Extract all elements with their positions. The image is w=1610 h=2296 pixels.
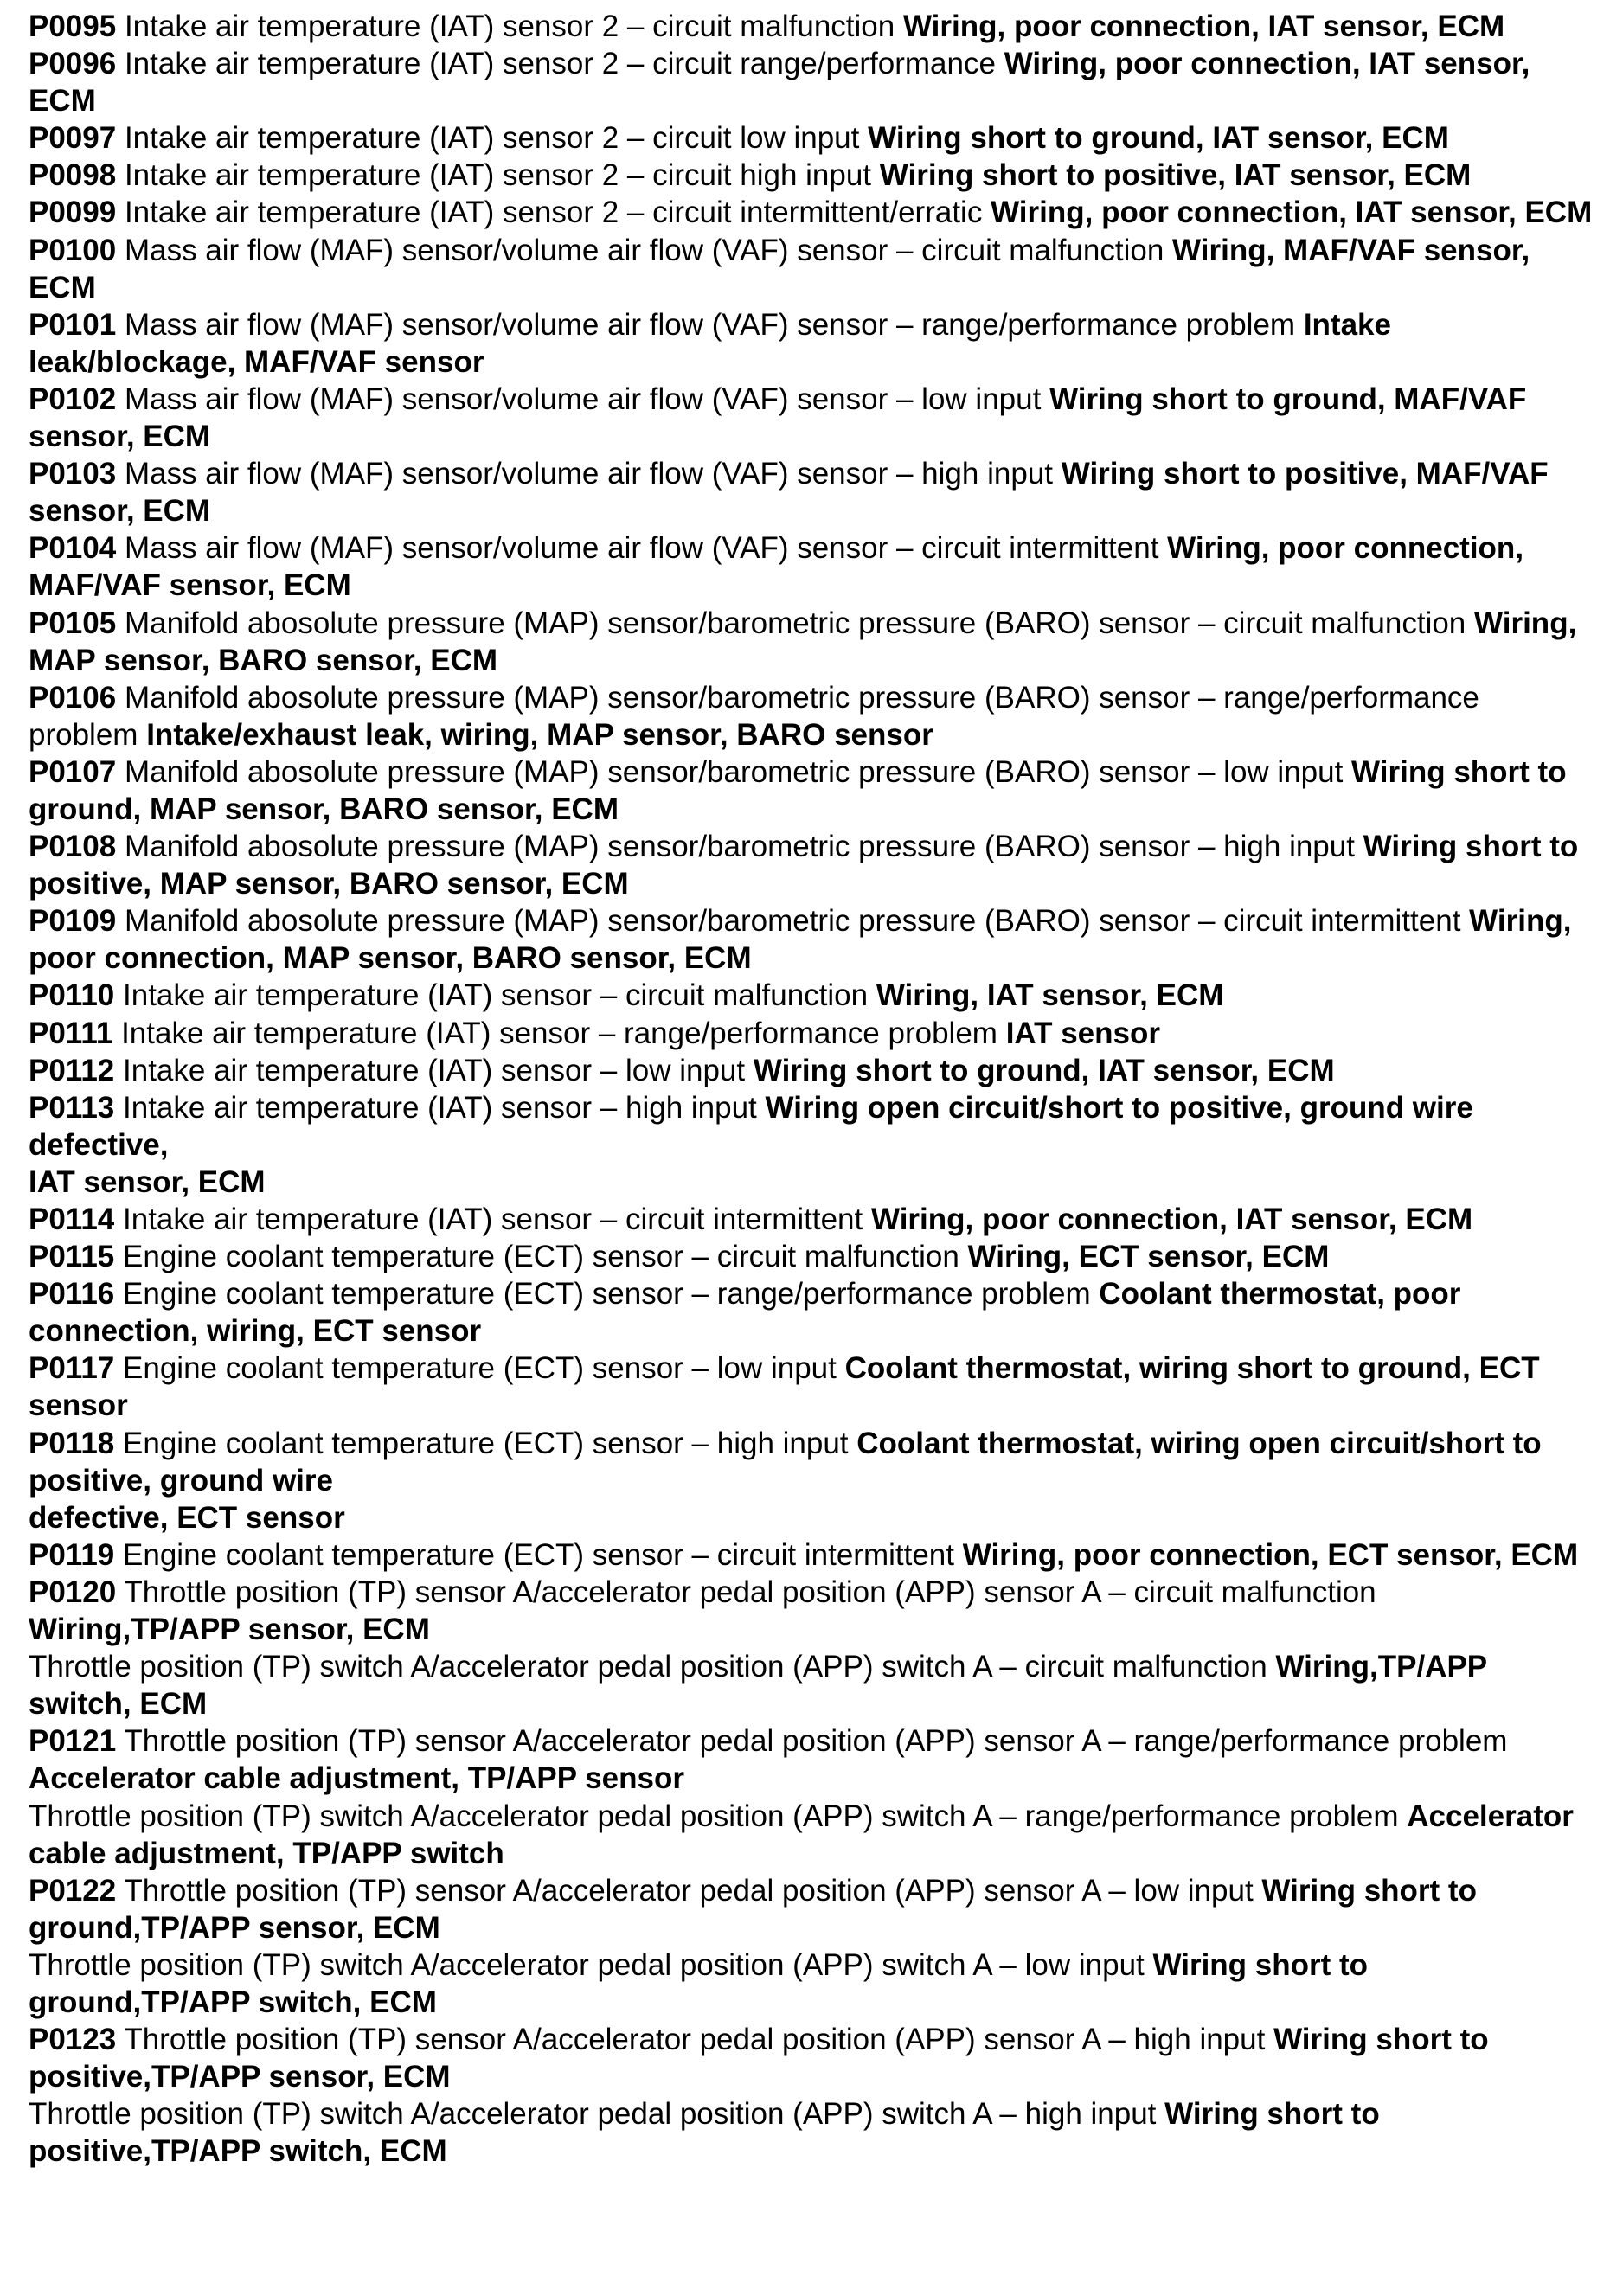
dtc-description: Throttle position (TP) sensor A/accelerator pedal position (APP) sensor A – high input bbox=[124, 2023, 1266, 2057]
dtc-entry bbox=[29, 1946, 1594, 2021]
dtc-entry bbox=[29, 1722, 1594, 1797]
dtc-code: P0116 bbox=[29, 1277, 115, 1312]
dtc-code: P0109 bbox=[29, 904, 117, 939]
dtc-code: P0117 bbox=[29, 1351, 115, 1386]
dtc-description: Throttle position (TP) switch A/accelerator pedal position (APP) switch A – low input bbox=[29, 1947, 1145, 1982]
dtc-entry bbox=[29, 902, 1594, 977]
dtc-description: Mass air flow (MAF) sensor/volume air flow (VAF) sensor – low input bbox=[124, 382, 1042, 416]
dtc-entry bbox=[29, 1275, 1594, 1350]
dtc-entry bbox=[29, 754, 1594, 828]
dtc-probable-causes-continued: defective, ECT sensor bbox=[29, 1500, 345, 1535]
dtc-code: P0104 bbox=[29, 531, 117, 566]
dtc-probable-causes: Wiring short to ground, MAP sensor, BARO sensor, ECM bbox=[29, 754, 1567, 826]
dtc-description: Throttle position (TP) sensor A/accelerator pedal position (APP) sensor A – circuit malfunction bbox=[124, 1574, 1376, 1609]
dtc-code: P0111 bbox=[29, 1016, 113, 1050]
dtc-description: Throttle position (TP) sensor A/accelerator pedal position (APP) sensor A – range/performance problem bbox=[124, 1724, 1508, 1759]
dtc-code: P0114 bbox=[29, 1203, 115, 1236]
dtc-code: P0123 bbox=[29, 2023, 117, 2057]
dtc-entry bbox=[29, 1574, 1594, 1648]
dtc-entry bbox=[29, 1350, 1594, 1424]
dtc-description: Throttle position (TP) switch A/accelerator pedal position (APP) switch A – high input bbox=[29, 2097, 1157, 2132]
dtc-description: Intake air temperature (IAT) sensor – circuit intermittent bbox=[123, 1203, 863, 1236]
dtc-probable-causes: Accelerator cable adjustment, TP/APP switch bbox=[29, 1799, 1574, 1870]
dtc-probable-causes: Wiring,TP/APP sensor, ECM bbox=[29, 1613, 430, 1647]
dtc-description: Manifold abosolute pressure (MAP) sensor/barometric pressure (BARO) sensor – low input bbox=[124, 754, 1344, 789]
dtc-entry bbox=[29, 306, 1594, 381]
dtc-probable-causes: Wiring, poor connection, MAF/VAF sensor, ECM bbox=[29, 531, 1524, 603]
dtc-description: Engine coolant temperature (ECT) sensor – high input bbox=[123, 1426, 849, 1460]
dtc-description: Intake air temperature (IAT) sensor 2 – circuit range/performance bbox=[124, 47, 996, 81]
dtc-entry bbox=[29, 194, 1594, 231]
dtc-code: P0118 bbox=[29, 1426, 115, 1460]
dtc-code: P0122 bbox=[29, 1873, 117, 1908]
dtc-entry bbox=[29, 605, 1594, 679]
dtc-entry bbox=[29, 1798, 1594, 1872]
dtc-entry bbox=[29, 679, 1594, 754]
dtc-description: Manifold abosolute pressure (MAP) sensor/barometric pressure (BARO) sensor – circuit intermittent bbox=[124, 904, 1461, 939]
dtc-probable-causes: Wiring short to ground, IAT sensor, ECM bbox=[868, 121, 1449, 156]
dtc-code: P0099 bbox=[29, 196, 117, 230]
dtc-description: Mass air flow (MAF) sensor/volume air flow (VAF) sensor – range/performance problem bbox=[124, 307, 1296, 342]
dtc-description: Intake air temperature (IAT) sensor 2 – circuit malfunction bbox=[124, 10, 895, 43]
dtc-description: Intake air temperature (IAT) sensor – low input bbox=[123, 1053, 746, 1087]
dtc-probable-causes: Wiring, ECT sensor, ECM bbox=[967, 1240, 1330, 1274]
dtc-code: P0120 bbox=[29, 1574, 117, 1609]
dtc-entry bbox=[29, 232, 1594, 306]
dtc-probable-causes: Wiring short to positive, IAT sensor, ECM bbox=[879, 158, 1472, 193]
dtc-entry bbox=[29, 381, 1594, 455]
dtc-entry bbox=[29, 1089, 1594, 1201]
document-page bbox=[29, 8, 1594, 2170]
dtc-probable-causes: Wiring, poor connection, IAT sensor, ECM bbox=[991, 196, 1593, 230]
dtc-entry bbox=[29, 1872, 1594, 1946]
dtc-probable-causes-continued: IAT sensor, ECM bbox=[29, 1164, 266, 1199]
dtc-probable-causes: Wiring, poor connection, ECT sensor, ECM bbox=[962, 1537, 1579, 1572]
dtc-entry bbox=[29, 157, 1594, 194]
dtc-entry bbox=[29, 828, 1594, 902]
dtc-description: Throttle position (TP) sensor A/accelerator pedal position (APP) sensor A – low input bbox=[124, 1873, 1254, 1908]
dtc-probable-causes: Wiring, MAP sensor, BARO sensor, ECM bbox=[29, 606, 1577, 677]
dtc-probable-causes: Wiring, poor connection, IAT sensor, ECM bbox=[902, 10, 1505, 43]
dtc-code: P0106 bbox=[29, 680, 117, 715]
dtc-probable-causes: Coolant thermostat, poor connection, wiring, ECT sensor bbox=[29, 1277, 1461, 1349]
dtc-code: P0100 bbox=[29, 233, 117, 267]
dtc-description: Mass air flow (MAF) sensor/volume air flow (VAF) sensor – high input bbox=[124, 457, 1053, 491]
dtc-code: P0107 bbox=[29, 754, 117, 789]
dtc-entry bbox=[29, 1648, 1594, 1722]
dtc-code: P0110 bbox=[29, 978, 115, 1013]
dtc-entry bbox=[29, 8, 1594, 45]
dtc-code: P0112 bbox=[29, 1053, 115, 1087]
dtc-probable-causes: Wiring short to ground, IAT sensor, ECM bbox=[753, 1053, 1335, 1087]
dtc-entry bbox=[29, 529, 1594, 604]
dtc-probable-causes: Coolant thermostat, wiring short to ground, ECT sensor bbox=[29, 1351, 1540, 1423]
dtc-probable-causes: Wiring, poor connection, IAT sensor, ECM bbox=[870, 1203, 1473, 1236]
dtc-code: P0098 bbox=[29, 158, 117, 193]
dtc-entry bbox=[29, 2095, 1594, 2170]
dtc-probable-causes: Wiring short to ground, MAF/VAF sensor, ECM bbox=[29, 382, 1527, 454]
dtc-code: P0121 bbox=[29, 1724, 117, 1759]
dtc-probable-causes: Wiring short to ground,TP/APP switch, ECM bbox=[29, 1947, 1369, 2019]
dtc-code: P0097 bbox=[29, 121, 117, 156]
dtc-probable-causes: Wiring, poor connection, MAP sensor, BARO sensor, ECM bbox=[29, 904, 1572, 976]
dtc-entry bbox=[29, 119, 1594, 157]
dtc-probable-causes: Wiring,TP/APP switch, ECM bbox=[29, 1650, 1487, 1722]
dtc-description: Manifold abosolute pressure (MAP) sensor/barometric pressure (BARO) sensor – circuit malfunction bbox=[124, 606, 1466, 640]
dtc-code: P0101 bbox=[29, 307, 117, 342]
dtc-probable-causes: Wiring short to positive, MAP sensor, BARO sensor, ECM bbox=[29, 830, 1579, 901]
dtc-probable-causes: Wiring short to positive,TP/APP switch, ECM bbox=[29, 2097, 1380, 2169]
dtc-probable-causes: Coolant thermostat, wiring open circuit/short to positive, ground wire bbox=[29, 1426, 1542, 1498]
dtc-description: Mass air flow (MAF) sensor/volume air flow (VAF) sensor – circuit intermittent bbox=[124, 531, 1159, 566]
dtc-description: Intake air temperature (IAT) sensor 2 – circuit high input bbox=[124, 158, 872, 193]
dtc-description: Throttle position (TP) switch A/accelerator pedal position (APP) switch A – circuit malfunction bbox=[29, 1650, 1267, 1684]
dtc-description: Engine coolant temperature (ECT) sensor – circuit malfunction bbox=[123, 1240, 959, 1274]
dtc-entry bbox=[29, 1536, 1594, 1574]
dtc-description: Intake air temperature (IAT) sensor 2 – circuit low input bbox=[124, 121, 860, 156]
dtc-probable-causes: Wiring, poor connection, IAT sensor, ECM bbox=[29, 47, 1530, 119]
dtc-probable-causes: Wiring, MAF/VAF sensor, ECM bbox=[29, 233, 1530, 305]
dtc-entry bbox=[29, 1015, 1594, 1052]
dtc-code: P0096 bbox=[29, 47, 117, 81]
dtc-description: Intake air temperature (IAT) sensor 2 – circuit intermittent/erratic bbox=[124, 196, 983, 230]
dtc-probable-causes: Intake/exhaust leak, wiring, MAP sensor, BARO sensor bbox=[146, 717, 933, 752]
dtc-entry bbox=[29, 1201, 1594, 1238]
dtc-probable-causes: Accelerator cable adjustment, TP/APP sensor bbox=[29, 1761, 684, 1796]
dtc-code: P0102 bbox=[29, 382, 117, 416]
dtc-code: P0095 bbox=[29, 10, 117, 43]
dtc-probable-causes: Wiring short to positive,TP/APP sensor, ECM bbox=[29, 2023, 1489, 2094]
dtc-description: Intake air temperature (IAT) sensor – high input bbox=[123, 1090, 757, 1125]
dtc-description: Intake air temperature (IAT) sensor – range/performance problem bbox=[121, 1016, 997, 1050]
dtc-entry bbox=[29, 1052, 1594, 1089]
dtc-probable-causes: Intake leak/blockage, MAF/VAF sensor bbox=[29, 307, 1391, 379]
dtc-code: P0113 bbox=[29, 1090, 115, 1125]
dtc-entry bbox=[29, 1425, 1594, 1536]
dtc-probable-causes: Wiring short to positive, MAF/VAF sensor, ECM bbox=[29, 457, 1549, 529]
dtc-description: Throttle position (TP) switch A/accelerator pedal position (APP) switch A – range/performance problem bbox=[29, 1799, 1399, 1833]
dtc-entry bbox=[29, 1238, 1594, 1275]
dtc-description: Mass air flow (MAF) sensor/volume air flow (VAF) sensor – circuit malfunction bbox=[124, 233, 1164, 267]
dtc-probable-causes: IAT sensor bbox=[1005, 1016, 1160, 1050]
dtc-entry bbox=[29, 977, 1594, 1014]
dtc-code: P0119 bbox=[29, 1537, 115, 1572]
dtc-description: Manifold abosolute pressure (MAP) sensor/barometric pressure (BARO) sensor – high input bbox=[124, 830, 1355, 864]
dtc-entry bbox=[29, 455, 1594, 529]
dtc-description: Engine coolant temperature (ECT) sensor – circuit intermittent bbox=[123, 1537, 954, 1572]
dtc-code: P0115 bbox=[29, 1240, 115, 1274]
dtc-description: Manifold abosolute pressure (MAP) sensor/barometric pressure (BARO) sensor – range/performance problem bbox=[29, 680, 1479, 752]
dtc-code: P0108 bbox=[29, 830, 117, 864]
dtc-probable-causes: Wiring, IAT sensor, ECM bbox=[876, 978, 1224, 1013]
dtc-entry bbox=[29, 45, 1594, 119]
dtc-description: Engine coolant temperature (ECT) sensor – range/performance problem bbox=[123, 1277, 1091, 1312]
dtc-code: P0103 bbox=[29, 457, 117, 491]
dtc-description: Engine coolant temperature (ECT) sensor – low input bbox=[123, 1351, 837, 1386]
dtc-entry bbox=[29, 2021, 1594, 2095]
dtc-probable-causes: Wiring open circuit/short to positive, ground wire defective, bbox=[29, 1090, 1473, 1162]
dtc-probable-causes: Wiring short to ground,TP/APP sensor, ECM bbox=[29, 1873, 1477, 1945]
dtc-description: Intake air temperature (IAT) sensor – circuit malfunction bbox=[123, 978, 869, 1013]
dtc-code: P0105 bbox=[29, 606, 117, 640]
